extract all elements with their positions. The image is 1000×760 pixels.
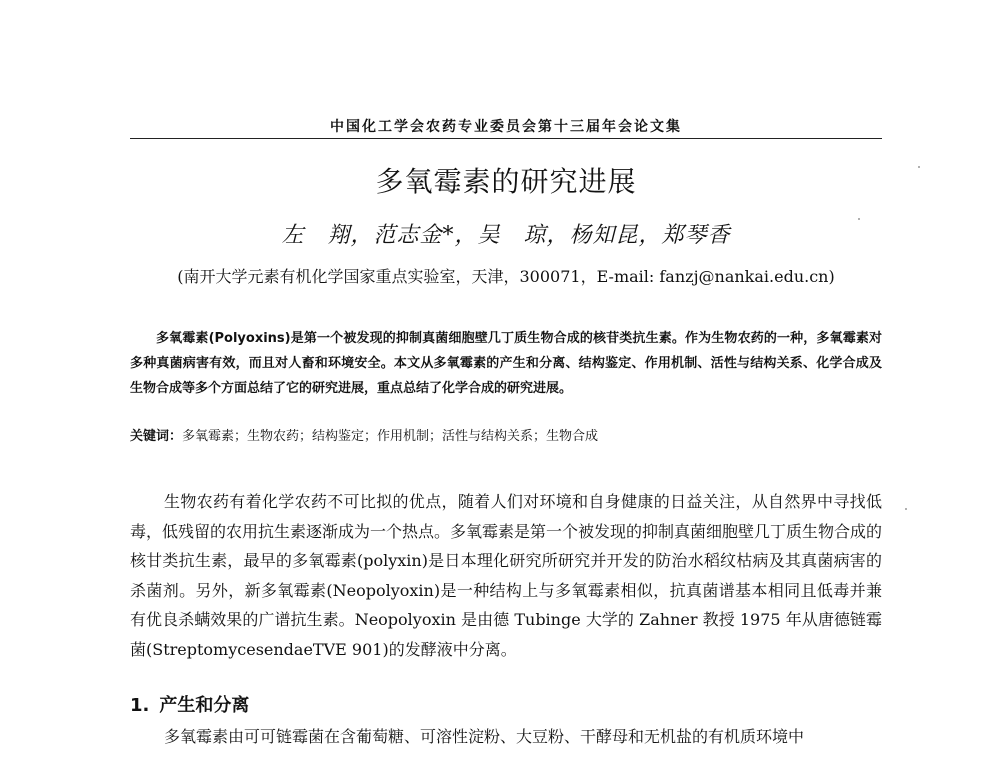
scan-speck [858, 218, 860, 220]
scan-speck [918, 166, 920, 168]
section-title: 产生和分离 [159, 695, 250, 716]
paper-title: 多氧霉素的研究进展 [375, 165, 637, 198]
section-heading [130, 691, 249, 717]
keywords-label: 关键词： [130, 429, 183, 444]
abstract: 多氧霉素(Polyoxins)是第一个被发现的抑制真菌细胞壁几丁质生物合成的核苷类抗生素。作为生物农药的一种，多氧霉素对多种真菌病害有效，而且对人畜和环境安全。本文从多氧霉素的产生和分离、结构鉴定、作用机制、活性与结构关系、化学合成及生物合成等多个方面总结了它的研究进展，重点总结了化学合成的研究进展。 [130, 331, 882, 396]
author-list: 左 翔，范志金*，吴 琼，杨知昆，郑琴香 [281, 223, 731, 248]
section-number: 1. [130, 695, 150, 716]
header-rule [130, 138, 882, 139]
scan-speck [905, 508, 907, 510]
affiliation: (南开大学元素有机化学国家重点实验室，天津，300071，E-mail: fanzj@nankai.edu.cn) [177, 267, 835, 286]
keywords-text: 多氧霉素；生物农药；结构鉴定；作用机制；活性与结构关系；生物合成 [182, 429, 599, 444]
section-paragraph: 多氧霉素由可可链霉菌在含葡萄糖、可溶性淀粉、大豆粉、干酵母和无机盐的有机质环境中 [164, 727, 805, 746]
intro-paragraph: 生物农药有着化学农药不可比拟的优点，随着人们对环境和自身健康的日益关注，从自然界中寻找低毒，低残留的农用抗生素逐渐成为一个热点。多氧霉素是第一个被发现的抑制真菌细胞壁几丁质生物合成的核甘类抗生素，最早的多氧霉素(polyxin)是日本理化研究所研究并开发的防治水稻纹枯病及其真菌病害的杀菌剂。另外，新多氧霉素(Neopolyoxin)是一种结构上与多氧霉素相似，抗真菌谱基本相同且低毒并兼有优良杀螨效果的广谱抗生素。Neopolyoxin 是由德 Tubinge 大学的 Zahner 教授 1975 年从唐德链霉菌(StreptomycesendaeTVE 901)的发酵液中分离。 [130, 492, 883, 659]
keywords [130, 426, 882, 448]
running-header: 中国化工学会农药专业委员会第十三届年会论文集 [330, 119, 682, 135]
